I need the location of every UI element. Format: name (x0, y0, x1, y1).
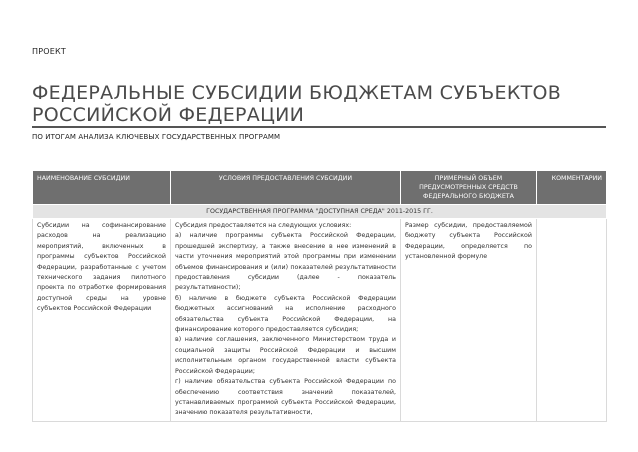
draft-label: ПРОЕКТ (32, 47, 66, 56)
subsidy-name-cell: Субсидии на софинансирование расходов на реализацию мероприятий, включенных в программы субъектов Российской Федерации, разработанные с учетом технического задания пилотного проекта по отработке формирования доступной среды на уровне субъектов Российской Федерации (33, 219, 171, 422)
conditions-cell (171, 219, 401, 422)
subsidies-table (32, 170, 607, 422)
table-header-row (33, 171, 607, 205)
condition-d: г) наличие обязательства субъекта Российской Федерации по обеспечению соответствия значений показателей, устанавливаемых программой субъекта Российской Федерации, значению показателя результативности, (175, 378, 396, 417)
header-subsidy-name: НАИМЕНОВАНИЕ СУБСИДИИ (33, 171, 171, 205)
program-row (33, 205, 607, 219)
header-budget-volume: ПРИМЕРНЫЙ ОБЪЕМ ПРЕДУСМОТРЕННЫХ СРЕДСТВ ФЕДЕРАЛЬНОГО БЮДЖЕТА (401, 171, 537, 205)
title-divider (32, 126, 606, 128)
table-row (33, 219, 607, 422)
condition-c: в) наличие соглашения, заключенного Министерством труда и социальной защиты Российской Федерации и высшим исполнительным органом государственной власти субъекта Российской Федерации; (175, 336, 396, 375)
condition-a: а) наличие программы субъекта Российской Федерации, прошедшей экспертизу, а также внесение в нее изменений в части уточнения мероприятий этой программы при изменении объемов финансирования и (или) показателей результативности предоставления субсидии (далее - показатель результативности); (175, 232, 396, 292)
condition-b: б) наличие в бюджете субъекта Российской Федерации бюджетных ассигнований на исполнение расходного обязательства субъекта Российской Федерации, на финансирование которого предоставляется субсидия; (175, 294, 396, 334)
comments-cell (537, 219, 607, 422)
document-title: ФЕДЕРАЛЬНЫЕ СУБСИДИИ БЮДЖЕТАМ СУБЪЕКТОВ РОССИЙСКОЙ ФЕДЕРАЦИИ (32, 82, 562, 126)
header-conditions: УСЛОВИЯ ПРЕДОСТАВЛЕНИЯ СУБСИДИИ (171, 171, 401, 205)
program-name: ГОСУДАРСТВЕННАЯ ПРОГРАММА "ДОСТУПНАЯ СРЕДА" 2011-2015 ГГ. (33, 205, 607, 219)
budget-volume-cell: Размер субсидии, предоставляемой бюджету субъекта Российской Федерации, определяется по установленной формуле (401, 219, 537, 422)
header-comments: КОММЕНТАРИИ (537, 171, 607, 205)
document-subtitle: ПО ИТОГАМ АНАЛИЗА КЛЮЧЕВЫХ ГОСУДАРСТВЕННЫХ ПРОГРАММ (32, 133, 281, 141)
condition-intro: Субсидия предоставляется на следующих условиях: (175, 222, 352, 229)
